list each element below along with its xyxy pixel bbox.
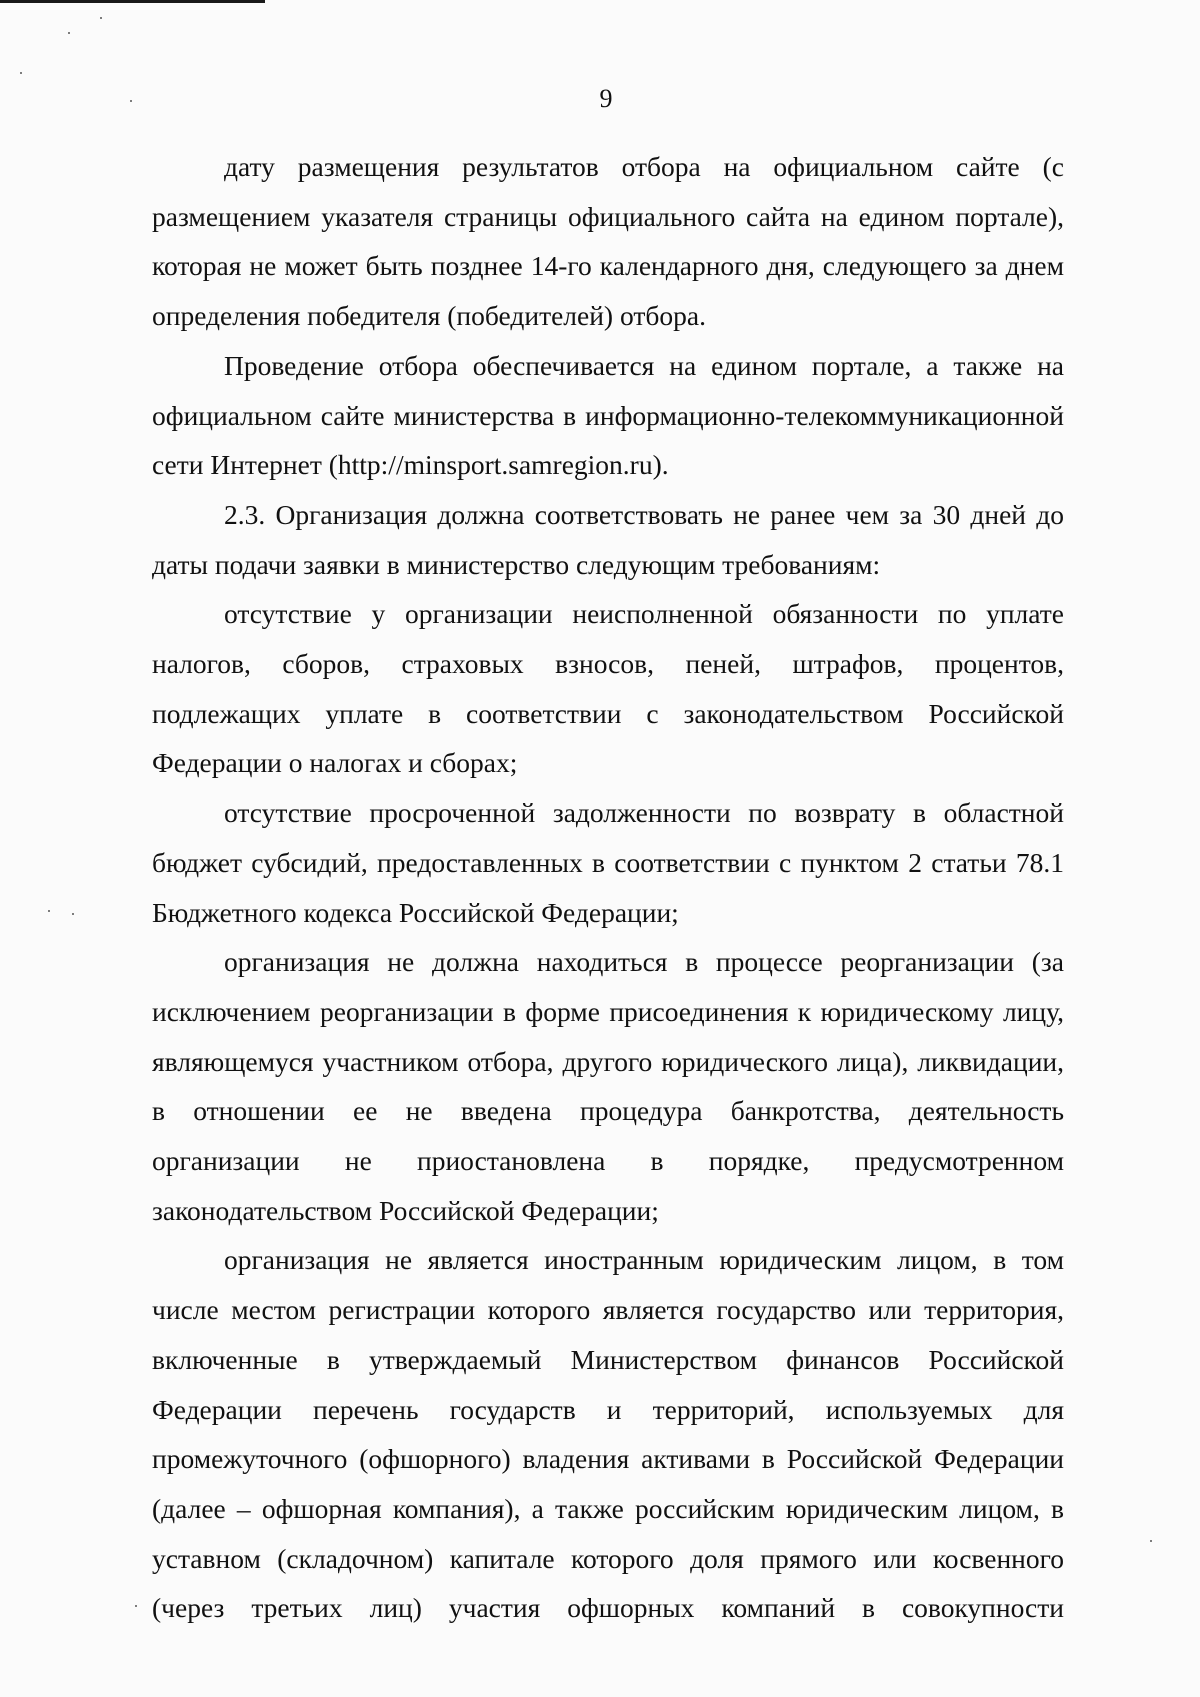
scan-speck — [20, 72, 22, 74]
paragraph-selection-results-date: дату размещения результатов отбора на официальном сайте (с размещением указателя страницы официального сайта на едином портале), которая не может быть позднее 14-го календарного дня, следующего за днем определения победителя (победителей) отбора. — [152, 151, 1064, 332]
page-number: 9 — [599, 84, 613, 113]
scan-speck — [72, 913, 74, 915]
paragraph-no-tax-debt: отсутствие у организации неисполненной обязанности по уплате налогов, сборов, страховых взносов, пеней, штрафов, процентов, подлежащих уплате в соответствии с законодательством Российской Федерации о налогах и сборах; — [152, 598, 1064, 779]
paragraph-not-foreign-entity: организация не является иностранным юридическим лицом, в том числе местом регистрации которого является государство или территория, включенные в утверждаемый Министерством финансов Российской Федерации перечень государств и территорий, используемых для промежуточного (офшорного) владения активами в Российской Федерации (далее – офшорная компания), а также российским юридическим лицом, в уставном (складочном) капитале которого доля прямого или косвенного (через третьих лиц) участия офшорных компаний в совокупности — [152, 1244, 1064, 1624]
scan-edge-line — [0, 0, 265, 3]
scan-speck — [68, 32, 70, 34]
paragraph-no-overdue-debt: отсутствие просроченной задолженности по возврату в областной бюджет субсидий, предоставленных в соответствии с пунктом 2 статьи 78.1 Бюджетного кодекса Российской Федерации; — [152, 797, 1064, 928]
paragraph-selection-conduct: Проведение отбора обеспечивается на едином портале, а также на официальном сайте министерства в информационно-телекоммуникационной сети Интернет (http://minsport.samregion.ru). — [152, 349, 1064, 481]
document-body — [152, 142, 1064, 1633]
paragraph-no-reorganization: организация не должна находиться в процессе реорганизации (за исключением реорганизации в форме присоединения к юридическому лицу, являющемуся участником отбора, другого юридического лица), ликвидации, в отношении ее не введена процедура банкротства, деятельность организации не приостановлена в порядке, предусмотренном законодательством Российской Федерации; — [152, 946, 1064, 1226]
scan-speck — [100, 17, 102, 19]
scan-speck — [48, 910, 50, 912]
scan-speck — [135, 1605, 137, 1607]
scan-speck — [1150, 1540, 1152, 1542]
paragraph-section-2-3: 2.3. Организация должна соответствовать не ранее чем за 30 дней до даты подачи заявки в министерство следующим требованиям: — [152, 498, 1064, 580]
